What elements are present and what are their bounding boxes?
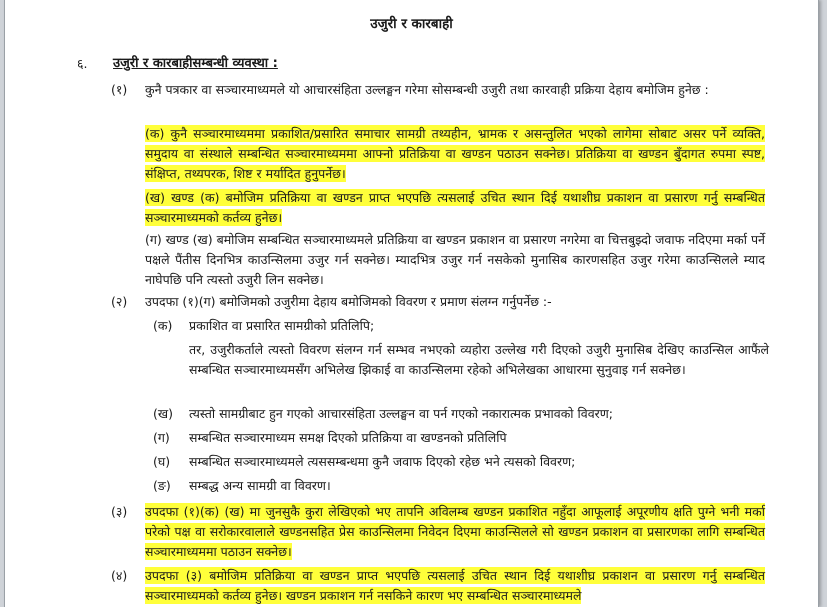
clause-2-item-label: (घ) xyxy=(153,454,171,469)
section-heading: उजुरी र कारबाहीसम्बन्धी व्यवस्था : xyxy=(113,56,278,71)
page-title: उजुरी र कारबाही xyxy=(370,16,453,32)
clause-2-proviso: तर, उजुरीकर्ताले त्यस्तो विवरण संलग्न गर्न सम्भव नभएको व्यहोरा उल्लेख गरी दिएको उजुरी मुनासिब देखिए काउन्सिल आफैंले सम्बन्धित सञ्चारमाध्यमसँग अभिलेख झिकाई वा काउन्सिलमा रहेको अभिलेखका आधारमा सुनुवाइ गर्न सक्नेछ। xyxy=(189,342,769,377)
clause-2-number: (२) xyxy=(111,294,128,309)
clause-2-item-text: त्यस्तो सामग्रीबाट हुन गएको आचारसंहिता उल्लङ्घन वा पर्न गएको नकारात्मक प्रभावको विवरण; xyxy=(189,406,614,421)
clause-1-kha xyxy=(145,188,765,228)
clause-2-item-text: सम्बद्ध अन्य सामग्री वा विवरण। xyxy=(189,478,331,493)
clause-2-item-label: (ख) xyxy=(153,406,173,421)
clause-4-text xyxy=(145,566,765,606)
document-page xyxy=(4,0,819,607)
clause-1-intro: कुनै पत्रकार वा सञ्चारमाध्यमले यो आचारसंहिता उल्लङ्घन गरेमा सोसम्बन्धी उजुरी तथा कारवाही प्रक्रिया देहाय बमोजिम हुनेछ : xyxy=(145,82,709,97)
clause-2-item-label: (ग) xyxy=(153,430,170,445)
highlight-clause-4: उपदफा (३) बमोजिम प्रतिक्रिया वा खण्डन प्राप्त भएपछि त्यसलाई उचित स्थान दिई यथाशीघ्र प्रकाशन वा प्रसारण गर्नु सम्बन्धित सञ्चारमाध्यमको कर्तव्य हुनेछ। खण्डन प्रकाशन गर्न नसकिने कारण भए सम्बन्धित सञ्चारमाध्यमले xyxy=(145,568,765,603)
section-number: ६. xyxy=(77,56,88,71)
clause-2-item-label: (ङ) xyxy=(153,478,171,493)
clause-1-ka xyxy=(145,124,765,184)
highlight-kha: (ख) खण्ड (क) बमोजिम प्रतिक्रिया वा खण्डन प्राप्त भएपछि त्यसलाई उचित स्थान दिई यथाशीघ्र प्रकाशन वा प्रसारण गर्नु सम्बन्धित सञ्चारमाध्यमको कर्तव्य हुनेछ। xyxy=(145,190,765,225)
clause-1-ga: (ग) खण्ड (ख) बमोजिम सम्बन्धित सञ्चारमाध्यमले प्रतिक्रिया वा खण्डन प्रकाशन वा प्रसारण नगरेमा वा चित्तबुझ्दो जवाफ नदिएमा मर्का पर्ने पक्षले पैंतीस दिनभित्र काउन्सिलमा उजुर गर्न सक्नेछ। म्यादभित्र उजुर गर्न नसकेको मुनासिब कारणसहित उजुर गरेमा काउन्सिलले म्याद नाघेपछि पनि त्यस्तो उजुरी लिन सक्नेछ। xyxy=(145,232,765,287)
highlight-clause-3: उपदफा (१)(क) (ख) मा जुनसुकै कुरा लेखिएको भए तापनि अविलम्ब खण्डन प्रकाशित नहुँदा आफूलाई अपूरणीय क्षति पुग्ने भनी मर्का परेको पक्ष वा सरोकारवालाले खण्डनसहित प्रेस काउन्सिलमा निवेदन दिएमा काउन्सिलले सो खण्डन प्रकाशन वा प्रसारणका लागि सम्बन्धित सञ्चारमाध्यममा पठाउन सक्नेछ। xyxy=(145,504,765,559)
clause-2-intro: उपदफा (१)(ग) बमोजिमको उजुरीमा देहाय बमोजिमको विवरण र प्रमाण संलग्न गर्नुपर्नेछ :- xyxy=(145,294,552,309)
highlight-ka: (क) कुनै सञ्चारमाध्यममा प्रकाशित/प्रसारित समाचार सामग्री तथ्यहीन, भ्रामक र असन्तुलित भएको लागेमा सोबाट असर पर्ने व्यक्ति, समुदाय वा संस्थाले सम्बन्धित सञ्चारमाध्यममा आफ्नो प्रतिक्रिया वा खण्डन पठाउन सक्नेछ। प्रतिक्रिया वा खण्डन बुँदागत रुपमा स्पष्ट, संक्षिप्त, तथ्यपरक, शिष्ट र मर्यादित हुनुपर्नेछ। xyxy=(145,126,765,181)
clause-4-number: (४) xyxy=(111,568,128,583)
clause-3-number: (३) xyxy=(111,504,128,519)
clause-2-item-text: प्रकाशित वा प्रसारित सामग्रीको प्रतिलिपि; xyxy=(189,318,375,333)
clause-3-text xyxy=(145,502,765,562)
clause-2-item-text: सम्बन्धित सञ्चारमाध्यमले त्यससम्बन्धमा कुनै जवाफ दिएको रहेछ भने त्यसको विवरण; xyxy=(189,454,576,469)
clause-1-number: (१) xyxy=(111,82,128,97)
clause-2-item-label: (क) xyxy=(153,318,173,333)
clause-2-item-text: सम्बन्धित सञ्चारमाध्यम समक्ष दिएको प्रतिक्रिया वा खण्डनको प्रतिलिपि xyxy=(189,430,507,445)
